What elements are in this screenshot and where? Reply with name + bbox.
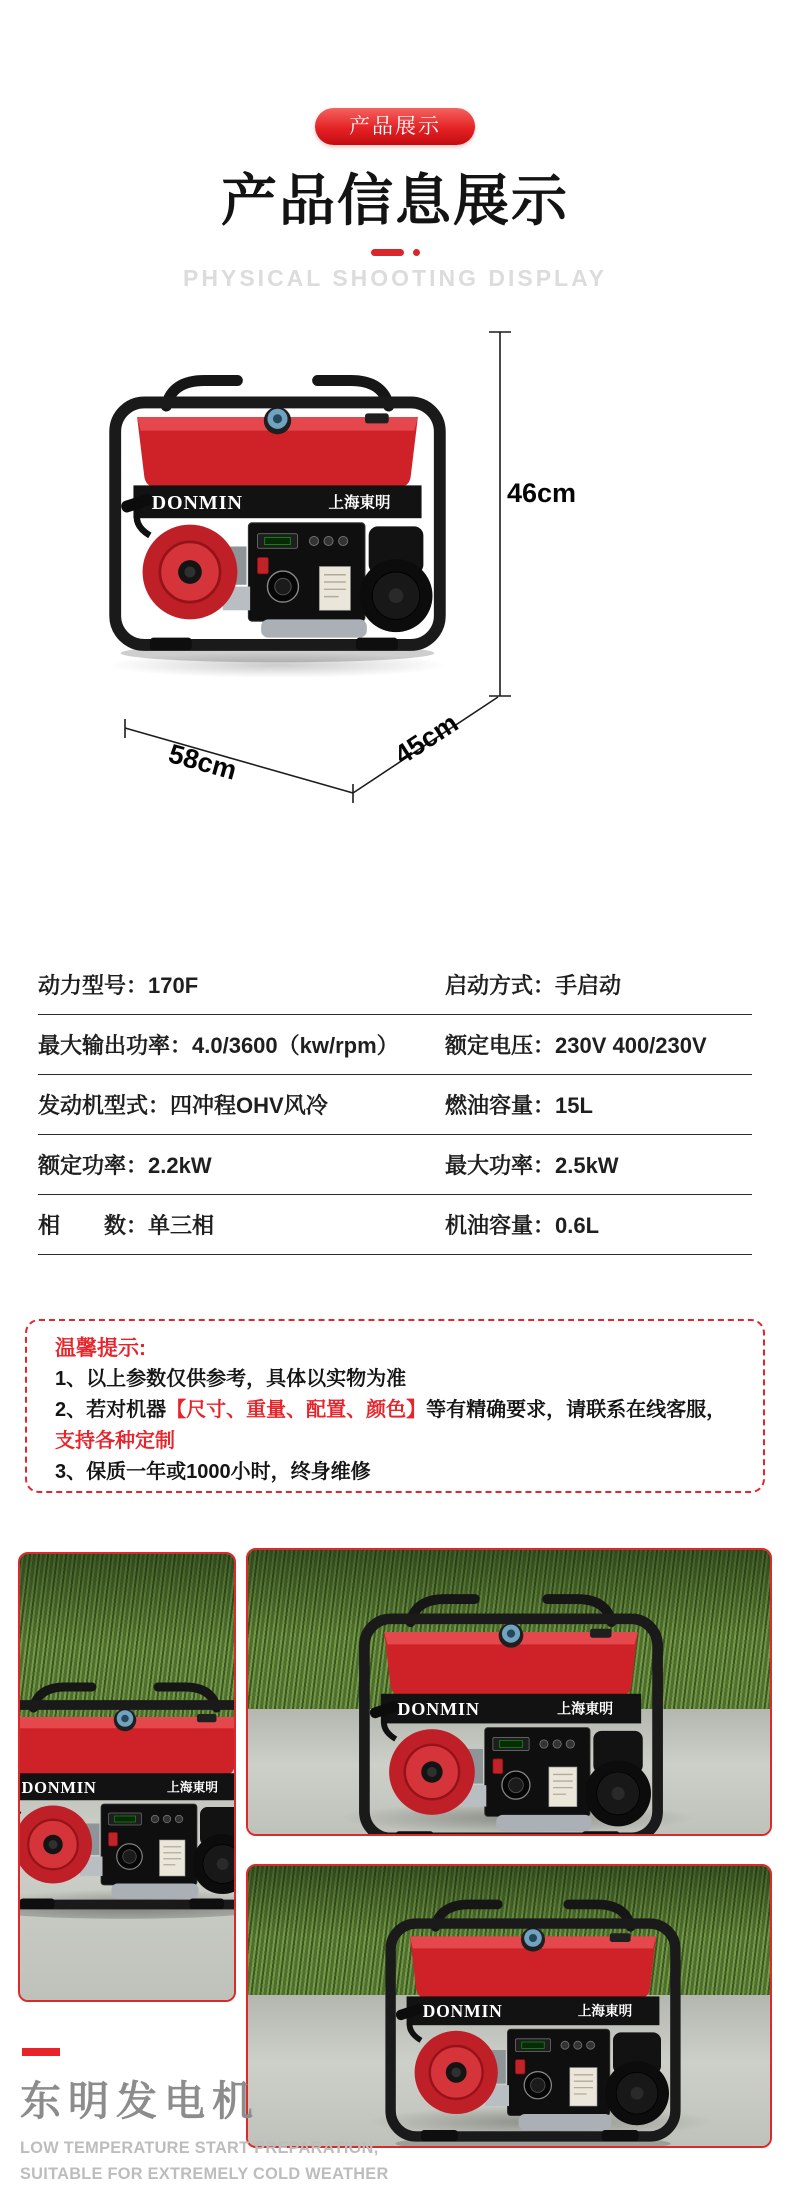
spec-value: 230V 400/230V [554, 1033, 707, 1058]
tips-heading: 温馨提示: [55, 1337, 146, 1360]
footer-brand-name: 东明发电机 [20, 2078, 260, 2124]
spec-rated-power [38, 1149, 445, 1180]
spec-label: 机油容量： [444, 1213, 555, 1238]
product-stage [0, 300, 790, 830]
spec-value: 15L [554, 1093, 593, 1118]
spec-label: 发动机型式： [38, 1093, 171, 1118]
tips-text: 等有精确要求，请联系在线客服， [426, 1399, 727, 1421]
product-photo-top-right [246, 1548, 772, 1836]
footer-tagline-line2: SUITABLE FOR EXTREMELY COLD WEATHER [20, 2164, 389, 2183]
footer-dash-icon [22, 2048, 60, 2056]
spec-rated-voltage [445, 1029, 752, 1060]
product-photo-left [18, 1552, 236, 2002]
generator-illustration [18, 1666, 236, 1921]
tips-text-highlight: 【尺寸、重量、配置、颜色】 [166, 1399, 427, 1421]
spec-max-output [38, 1029, 445, 1060]
spec-value: 0.6L [554, 1213, 600, 1238]
spec-value: 4.0/3600（kw/rpm） [192, 1033, 399, 1058]
spec-label: 燃油容量： [444, 1093, 555, 1118]
spec-power-model [38, 969, 445, 1000]
page-subtitle: PHYSICAL SHOOTING DISPLAY [183, 265, 607, 291]
divider-dash-icon [371, 249, 404, 256]
spec-value: 2.2kW [148, 1153, 212, 1178]
spec-label: 最大功率： [444, 1153, 555, 1178]
page-title: 产品信息展示 [221, 169, 569, 232]
spec-value: 单三相 [148, 1213, 215, 1238]
spec-label: 相 数： [38, 1213, 149, 1238]
table-row [38, 1135, 752, 1195]
header-section [0, 0, 790, 292]
spec-label: 启动方式： [444, 973, 555, 998]
divider-dot-icon [413, 249, 420, 256]
spec-value: 2.5kW [554, 1153, 619, 1178]
footer-tagline [20, 2135, 462, 2187]
spec-label: 额定功率： [38, 1153, 149, 1178]
tips-text-highlight: 支持各种定制 [55, 1430, 175, 1452]
footer-tagline-line1: LOW TEMPERATURE START PREPARATION, [20, 2138, 379, 2157]
spec-engine-type [38, 1089, 445, 1120]
section-badge: 产品展示 [315, 108, 475, 145]
dimension-depth-label: 45cm [389, 707, 464, 771]
table-row [38, 1195, 752, 1255]
table-row [38, 955, 752, 1015]
spec-label: 动力型号： [38, 973, 149, 998]
spec-phase [38, 1209, 445, 1240]
spec-oil-capacity [445, 1209, 752, 1240]
dimension-width-label: 58cm [165, 738, 240, 786]
tips-text: 1、以上参数仅供参考，具体以实物为准 [55, 1368, 407, 1390]
tips-item-3 [55, 1457, 735, 1488]
title-divider [0, 249, 790, 256]
spec-table [38, 955, 752, 1255]
spec-start-mode [445, 969, 752, 1000]
tips-text: 2、若对机器 [55, 1399, 167, 1421]
table-row [38, 1075, 752, 1135]
tips-item-2 [55, 1395, 735, 1457]
footer-branding [20, 2048, 480, 2187]
spec-fuel-capacity [445, 1089, 752, 1120]
spec-max-power [445, 1149, 752, 1180]
spec-label: 最大输出功率： [38, 1033, 193, 1058]
spec-value: 170F [148, 973, 199, 998]
tips-text: 3、保质一年或1000小时，终身维修 [55, 1461, 371, 1483]
spec-label: 额定电压： [444, 1033, 555, 1058]
table-row [38, 1015, 752, 1075]
dimension-height-label: 46cm [507, 478, 577, 508]
spec-value: 四冲程OHV风冷 [170, 1093, 328, 1118]
warm-tips-box [25, 1319, 765, 1493]
spec-value: 手启动 [554, 973, 621, 998]
tips-item-1 [55, 1364, 735, 1395]
generator-illustration [346, 1576, 676, 1836]
